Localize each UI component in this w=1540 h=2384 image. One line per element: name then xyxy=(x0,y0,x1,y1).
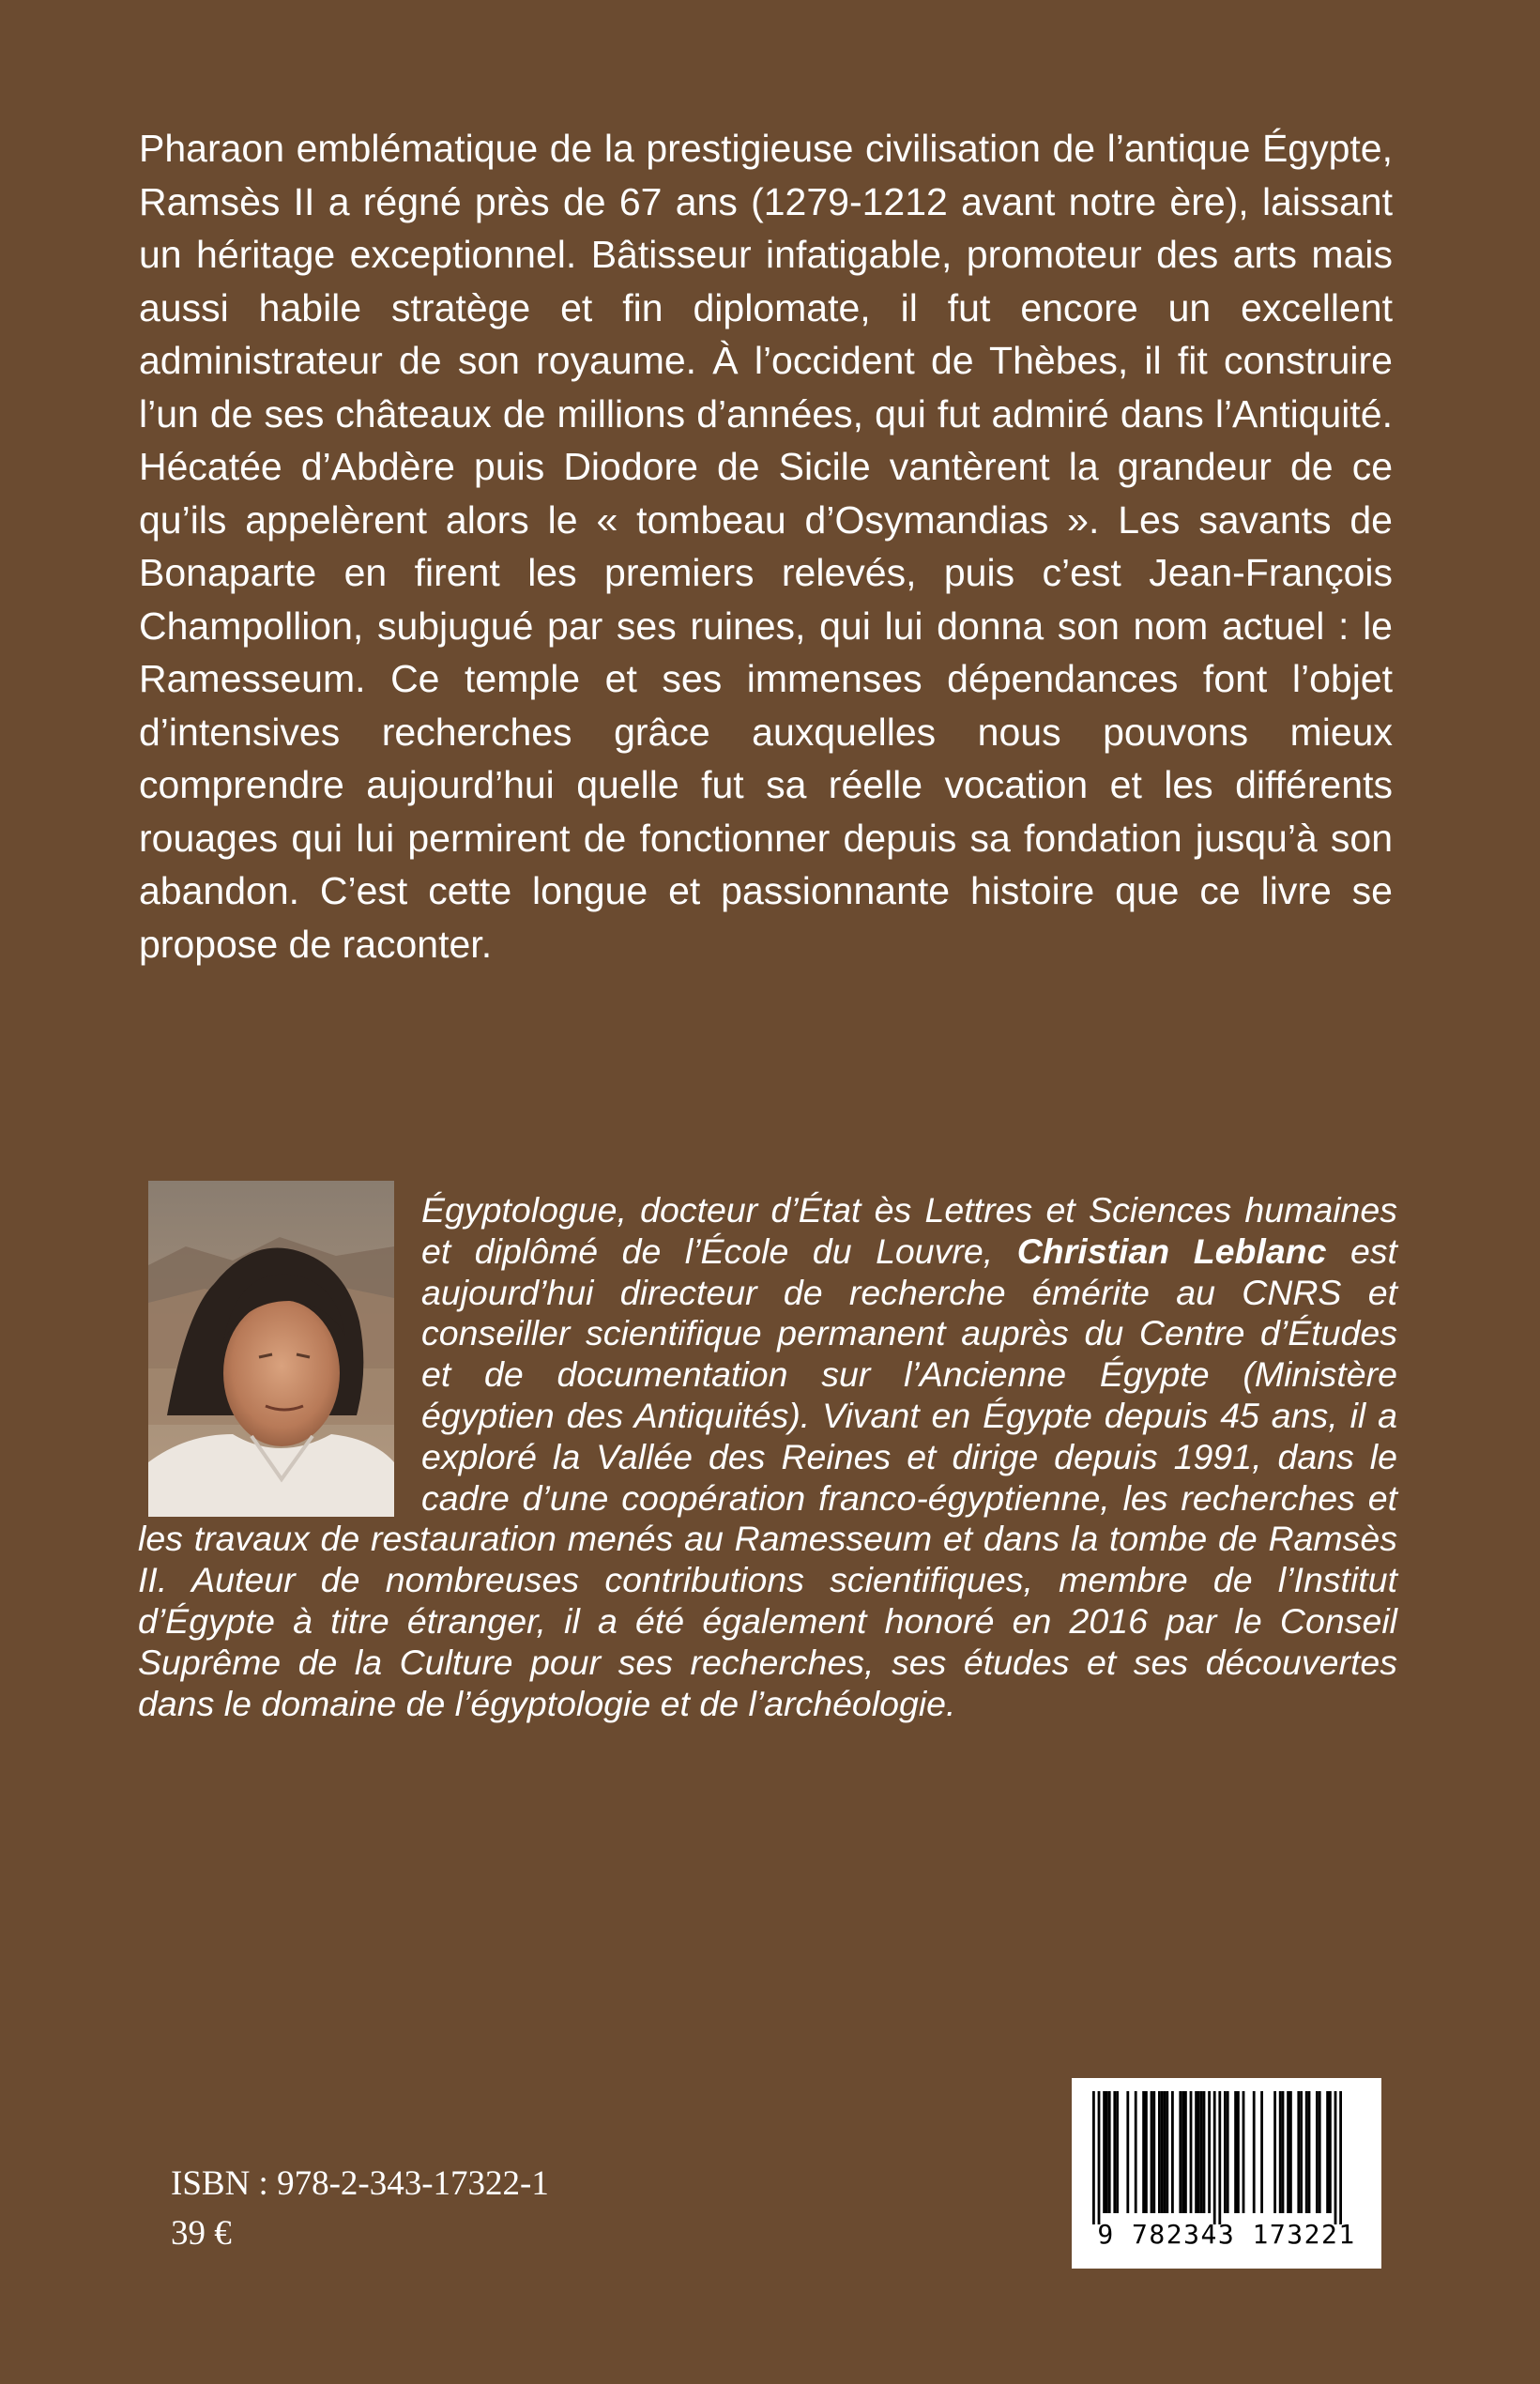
barcode-bar xyxy=(1126,2091,1129,2213)
barcode-bar xyxy=(1158,2091,1161,2213)
barcode-bar xyxy=(1098,2091,1101,2224)
barcode-bar xyxy=(1289,2091,1292,2213)
barcode-bar xyxy=(1234,2091,1237,2213)
barcode-bar xyxy=(1113,2091,1116,2213)
barcode-bar xyxy=(1182,2091,1184,2213)
barcode-bar xyxy=(1151,2091,1153,2213)
barcode-bar xyxy=(1287,2091,1289,2213)
isbn: ISBN : 978-2-343-17322-1 xyxy=(171,2164,549,2203)
barcode-bar xyxy=(1135,2091,1137,2213)
barcode-bar xyxy=(1152,2091,1155,2213)
barcode-bar xyxy=(1145,2091,1148,2213)
barcode-bar xyxy=(1184,2091,1187,2213)
back-cover-blurb: Pharaon emblématique de la prestigieuse civilisation de l’antique Égypte, Ramsès II a régné près de 67 ans (1279-1212 avant notre ère), laissant un héritage exceptionnel. Bâtisseur infatigable, promoteur des arts mais aussi habile stratège et fin diplomate, il fut encore un excellent administrateur de son royaume. À l’occident de Thèbes, il fit construire l’un de ses châteaux de millions d’années, qui fut admiré dans l’Antiquité. Hécatée d’Abdère puis Diodore de Sicile vantèrent la grandeur de ce qu’ils appelèrent alors le « tombeau d’Osymandias ». Les savants de Bonaparte en firent les premiers relevés, puis c’est Jean-François Champollion, subjugué par ses ruines, qui lui donna son nom actuel : le Ramesseum. Ce temple et ses immenses dépendances font l’objet d’intensives recherches grâce auxquelles nous pouvons mieux comprendre aujourd’hui quelle fut sa réelle vocation et les différents rouages qui lui permirent de fonctionner depuis sa fondation jusqu’à son abandon. C’est cette longue et passionnante histoire que ce livre se propose de raconter. xyxy=(139,127,1393,966)
barcode-bar xyxy=(1213,2091,1216,2224)
barcode-bar xyxy=(1171,2091,1174,2213)
barcode-bar xyxy=(1092,2091,1095,2224)
barcode-bar xyxy=(1179,2091,1182,2213)
barcode-bar xyxy=(1108,2091,1111,2213)
barcode-bar xyxy=(1166,2091,1168,2213)
author-bio xyxy=(138,1190,1397,1724)
barcode-bar xyxy=(1142,2091,1145,2213)
barcode-bar xyxy=(1279,2091,1282,2213)
barcode-bar xyxy=(1334,2091,1337,2224)
barcode-bar xyxy=(1308,2091,1311,2213)
bio-photo-space xyxy=(138,1190,421,1519)
barcode-bar xyxy=(1227,2091,1229,2213)
barcode-bar xyxy=(1164,2091,1166,2213)
barcode-bar xyxy=(1218,2091,1221,2224)
barcode-bar xyxy=(1103,2091,1105,2213)
barcode-bar xyxy=(1282,2091,1285,2213)
barcode-bar xyxy=(1197,2091,1200,2213)
bio-intro: Égyptologue, docteur d’État ès Lettres et Sciences humaines et diplômé de l’École du Louvre, xyxy=(421,1190,1397,1271)
barcode-bar xyxy=(1190,2091,1193,2213)
barcode-bar xyxy=(1253,2091,1256,2213)
bio-rest: est aujourd’hui directeur de recherche émérite au CNRS et conseiller scientifique permanent auprès du Centre d’Études et de documentation sur l’Ancienne Égypte (Ministère égyptien des Antiquités). Vivant en Égypte depuis 45 ans, il a exploré la Vallée des Reines et dirige depuis 1991, dans le cadre d’une coopération franco-égyptienne, les recherches et les travaux de restauration menés au Ramesseum et dans la tombe de Ramsès II. Auteur de nombreuses contributions scientifiques, membre de l’Institut d’Égypte à titre étranger, il a été également honoré en 2016 par le Conseil Suprême de la Culture pour ses recherches, ses études et ses découvertes dans le domaine de l’égyptologie et de l’archéologie. xyxy=(138,1230,1397,1723)
barcode-bar xyxy=(1319,2091,1321,2213)
barcode-bar xyxy=(1339,2091,1342,2224)
barcode-bar xyxy=(1203,2091,1206,2213)
barcode-bar xyxy=(1200,2091,1203,2213)
barcode-bar xyxy=(1326,2091,1329,2213)
barcode-bar xyxy=(1195,2091,1197,2213)
barcode-bar xyxy=(1297,2091,1300,2213)
price: 39 € xyxy=(171,2214,232,2253)
barcode-number: 9 782343 173221 xyxy=(1097,2219,1356,2250)
barcode-bar xyxy=(1243,2091,1245,2213)
barcode-bar xyxy=(1300,2091,1303,2213)
barcode-bar xyxy=(1316,2091,1319,2213)
barcode xyxy=(1072,2078,1381,2269)
barcode-bar xyxy=(1161,2091,1164,2213)
barcode-bar xyxy=(1208,2091,1211,2213)
barcode-bar xyxy=(1305,2091,1308,2213)
barcode-bar xyxy=(1105,2091,1108,2213)
barcode-bar xyxy=(1273,2091,1276,2213)
barcode-bar xyxy=(1224,2091,1227,2213)
author-name: Christian Leblanc xyxy=(1016,1230,1327,1271)
barcode-bar xyxy=(1116,2091,1119,2213)
barcode-bar xyxy=(1237,2091,1240,2213)
barcode-bar xyxy=(1329,2091,1332,2213)
barcode-bar xyxy=(1260,2091,1263,2213)
